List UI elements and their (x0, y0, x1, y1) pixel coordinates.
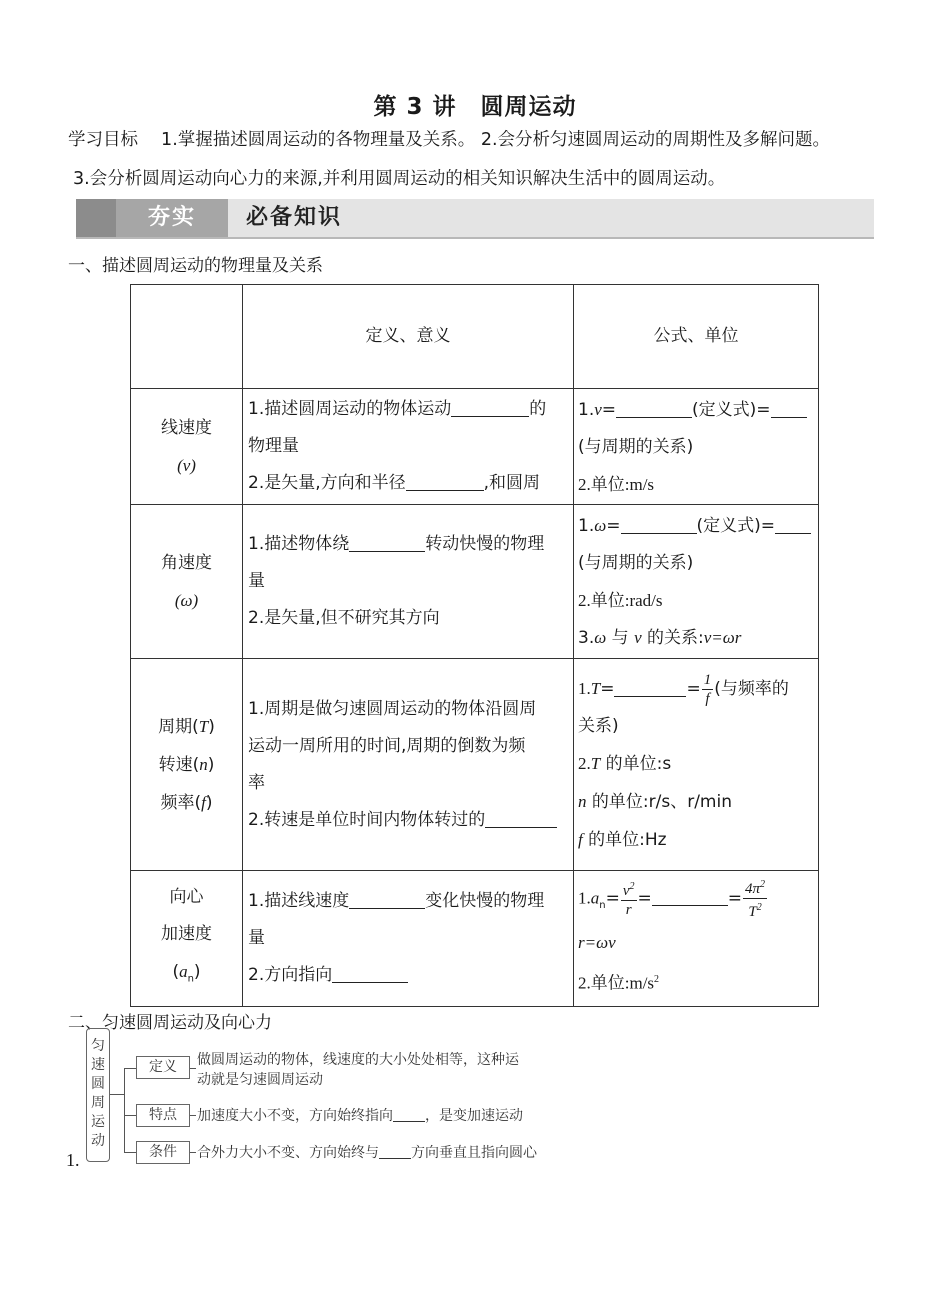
char: 动 (91, 1133, 105, 1149)
text: ,和圆周 (483, 473, 541, 493)
fill-blank[interactable] (652, 886, 728, 906)
text: 加速度 (161, 924, 212, 945)
text: 1. (578, 399, 595, 420)
fraction (743, 876, 767, 921)
superscript: 2 (756, 901, 762, 913)
learning-goals-line1: 学习目标 1.掌握描述圆周运动的各物理量及关系。 2.会分析匀速圆周运动的周期性及多解问题。 (68, 130, 831, 150)
text: 1. (578, 515, 595, 536)
text: 1. (578, 679, 591, 698)
diagram-main-box (86, 1028, 110, 1162)
text: 2.单位:rad/s (578, 590, 663, 610)
text: 方向垂直且指向圆心 (411, 1145, 537, 1161)
text: 转动快慢的物理 (425, 534, 545, 554)
centripetal-formula-cell (574, 871, 819, 1007)
text: 量 (248, 571, 265, 591)
numerator: 4π (745, 880, 761, 897)
banner-tag: 夯实 (116, 199, 228, 237)
row-header-angular-velocity (131, 505, 243, 659)
section-banner (76, 199, 874, 239)
text: = (637, 888, 652, 909)
connector-line (190, 1068, 196, 1069)
symbol: n (578, 792, 587, 811)
text: = (727, 888, 743, 909)
text: ，是变加速运动 (425, 1108, 523, 1124)
subscript: n (187, 973, 194, 985)
text: 合外力大小不变、方向始终与 (197, 1145, 379, 1161)
numerator: 1 (703, 671, 712, 688)
text: 向心 (169, 887, 204, 908)
subscript: n (599, 899, 606, 911)
symbol: ω (594, 515, 607, 535)
fill-blank[interactable] (332, 963, 408, 983)
fill-blank[interactable] (406, 471, 484, 491)
formula: r=ωv (578, 932, 616, 952)
symbol: ω (594, 627, 607, 647)
connector-line (190, 1152, 196, 1153)
symbol: a (590, 888, 600, 908)
text: 频率( (160, 792, 202, 813)
row-header-linear-velocity (131, 389, 243, 505)
centripetal-definition-cell (243, 871, 574, 1007)
fraction (621, 878, 637, 919)
row-name: 线速度 (161, 417, 212, 438)
connector-line (124, 1152, 136, 1153)
text: 的关系: (641, 627, 704, 648)
text: 1.周期是做匀速圆周运动的物体沿圆周 (248, 698, 537, 719)
text: (定义式)= (696, 515, 776, 536)
angular-definition-cell (243, 505, 574, 659)
text: 2.是矢量,但不研究其方向 (248, 608, 440, 628)
quantities-table (130, 284, 819, 1007)
symbol: v (594, 399, 602, 419)
text: ) (205, 792, 213, 813)
table-row-angular-velocity (131, 505, 819, 659)
symbol: n (199, 754, 208, 774)
text: = (686, 679, 701, 699)
text: ) (208, 716, 215, 737)
banner-accent (76, 199, 116, 237)
bracket-line (124, 1068, 125, 1152)
text: 2.单位:m/s (578, 973, 655, 993)
formula: v=ωr (703, 627, 742, 647)
text: 转速( (158, 754, 200, 775)
symbol: T (198, 716, 209, 736)
text: 的单位:Hz (582, 830, 667, 850)
item-number: 1. (66, 1150, 80, 1170)
text: 1.描述物体绕 (248, 534, 350, 554)
text: ) (193, 962, 201, 983)
row-name: 角速度 (161, 552, 212, 573)
diagram-label-conditions: 条件 (136, 1141, 190, 1164)
text: = (605, 888, 620, 909)
connector-line (124, 1115, 136, 1116)
diagram-definition-text (197, 1050, 519, 1090)
text: 的单位:s (600, 754, 672, 774)
section-heading-2: 二、匀速圆周运动及向心力 (68, 1013, 272, 1033)
char: 运 (91, 1114, 105, 1130)
superscript: 2 (760, 878, 766, 890)
text: (定义式)= (692, 399, 771, 420)
table-corner-cell (131, 285, 243, 389)
col-header-definition: 定义、意义 (243, 285, 574, 389)
text: 运动一周所用的时间,周期的倒数为频 (248, 735, 526, 756)
text: 1.描述线速度 (248, 891, 350, 911)
fill-blank[interactable] (393, 1108, 425, 1122)
period-definition-cell (243, 659, 574, 871)
numerator: v (622, 882, 630, 899)
text: 的 (529, 399, 547, 419)
table-row-linear-velocity (131, 389, 819, 505)
page-title: 第 3 讲 圆周运动 (373, 94, 577, 120)
symbol: T (590, 754, 601, 773)
text: (与周期的关系) (578, 436, 694, 457)
text: ) (207, 754, 215, 775)
text: 关系) (578, 716, 619, 736)
text: 2.单位:m/s (578, 474, 655, 494)
text: 2.是矢量,方向和半径 (248, 473, 406, 493)
superscript: 2 (654, 973, 660, 985)
text: 2. (578, 754, 591, 773)
symbol: f (578, 830, 583, 849)
superscript: 2 (629, 880, 635, 892)
fill-blank[interactable] (485, 808, 557, 828)
char: 圆 (91, 1076, 105, 1092)
fill-blank[interactable] (451, 397, 529, 417)
text: 3. (578, 627, 595, 648)
fill-blank[interactable] (621, 514, 697, 534)
row-symbol: (ω) (174, 590, 199, 610)
char: 匀 (91, 1038, 105, 1054)
symbol: a (179, 962, 188, 982)
section-heading-1: 一、描述圆周运动的物理量及关系 (68, 256, 323, 276)
fill-blank[interactable] (379, 1145, 411, 1159)
denominator: f (705, 690, 710, 707)
col-header-formula: 公式、单位 (574, 285, 819, 389)
text: 2.方向指向 (248, 965, 333, 985)
text: = (600, 679, 615, 699)
symbol: f (201, 792, 206, 812)
text: 动就是匀速圆周运动 (197, 1072, 323, 1088)
fraction (702, 671, 714, 708)
text: 率 (248, 772, 265, 793)
text: = (601, 399, 617, 420)
text: 1.描述圆周运动的物体运动 (248, 399, 452, 419)
row-header-centripetal (131, 871, 243, 1007)
text: (与频率的 (714, 679, 789, 699)
text: (与周期的关系) (578, 552, 694, 573)
text: 变化快慢的物理 (425, 891, 545, 911)
table-row-centripetal (131, 871, 819, 1007)
text: 周期( (158, 716, 199, 737)
char: 周 (91, 1095, 105, 1111)
diagram-conditions-text (197, 1142, 537, 1162)
diagram-label-features: 特点 (136, 1104, 190, 1127)
diagram-features-text (197, 1105, 523, 1125)
diagram-label-definition: 定义 (136, 1056, 190, 1079)
fill-blank[interactable] (349, 889, 425, 909)
denominator: r (625, 901, 632, 918)
text: 量 (248, 928, 265, 948)
table-header-row (131, 285, 819, 389)
text: 加速度大小不变，方向始终指向 (197, 1108, 393, 1124)
text: 2.转速是单位时间内物体转过的 (248, 809, 486, 830)
angular-formula-cell (574, 505, 819, 659)
symbol: T (590, 679, 601, 698)
symbol: v (634, 627, 642, 647)
linear-definition-cell (243, 389, 574, 505)
text: 1. (578, 888, 591, 908)
connector-line (190, 1115, 196, 1116)
fill-blank[interactable] (349, 532, 425, 552)
table-row-period (131, 659, 819, 871)
linear-formula-cell (574, 389, 819, 505)
text: 的单位:r/s、r/min (586, 792, 732, 812)
period-formula-cell (574, 659, 819, 871)
learning-goals-line2: 3.会分析圆周运动向心力的来源,并利用圆周运动的相关知识解决生活中的圆周运动。 (73, 169, 726, 189)
char: 速 (91, 1057, 105, 1073)
denominator: T (748, 903, 757, 920)
connector-line (124, 1068, 136, 1069)
fill-blank[interactable] (614, 677, 686, 697)
row-header-period (131, 659, 243, 871)
row-symbol: (v) (177, 455, 196, 475)
banner-heading: 必备知识 (246, 205, 343, 230)
text: ( (172, 962, 180, 983)
fill-blank[interactable] (775, 514, 811, 534)
text: 做圆周运动的物体，线速度的大小处处相等，这种运 (197, 1052, 519, 1068)
text: 与 (606, 627, 635, 648)
text: 物理量 (248, 436, 299, 456)
fill-blank[interactable] (771, 398, 807, 418)
text: = (606, 515, 621, 536)
connector-line (110, 1094, 124, 1095)
fill-blank[interactable] (616, 398, 692, 418)
